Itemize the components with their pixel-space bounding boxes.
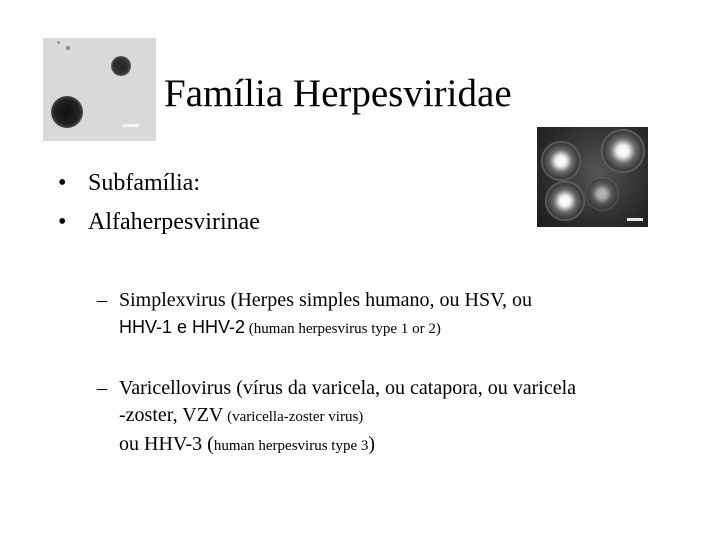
herpesvirus-electron-micrograph [43, 38, 156, 141]
virion-particle [51, 96, 83, 128]
bullet-marker: • [58, 170, 67, 196]
subbullet-simplexvirus [97, 287, 532, 343]
subbullet-line: Varicellovirus (vírus da varicela, ou catapora, ou varicela [119, 377, 577, 399]
subbullet-text: ou HHV-3 ( [119, 433, 214, 455]
subbullet-line [119, 431, 576, 460]
bullet-text: Subfamília: [88, 170, 200, 196]
debris-dot [57, 41, 60, 44]
slide-title: Família Herpesviridae [164, 72, 512, 115]
capsid-particle [585, 177, 619, 211]
subbullet-note: (human herpesvirus type 1 or 2) [245, 321, 441, 337]
virion-particle [111, 56, 131, 76]
bullet-item [58, 164, 260, 203]
subbullet-text: -zoster, VZV [119, 404, 224, 426]
scale-bar [123, 124, 139, 127]
bullet-text: Alfaherpesvirinae [88, 209, 260, 235]
capsid-particle [601, 129, 645, 173]
subbullet-text: ) [368, 433, 376, 455]
subbullet-marker: – [97, 289, 107, 311]
subbullet-note: human herpesvirus type 3 [213, 438, 369, 454]
debris-dot [66, 46, 70, 50]
subbullet-line: Simplexvirus (Herpes simples humano, ou HSV, ou [119, 289, 532, 311]
bullet-list [58, 164, 260, 242]
bullet-marker: • [58, 209, 67, 235]
subbullet-line [119, 402, 576, 431]
subbullet-varicellovirus [97, 375, 576, 460]
subbullet-line [119, 314, 532, 343]
scale-bar [627, 218, 643, 221]
herpesvirus-capsid-micrograph [537, 127, 648, 227]
subbullet-marker: – [97, 377, 107, 399]
bullet-item [58, 203, 260, 242]
subbullet-note: (varicella-zoster virus) [223, 409, 364, 425]
capsid-particle [541, 141, 581, 181]
capsid-particle [545, 181, 585, 221]
subbullet-text: HHV-1 e HHV-2 [119, 317, 246, 337]
